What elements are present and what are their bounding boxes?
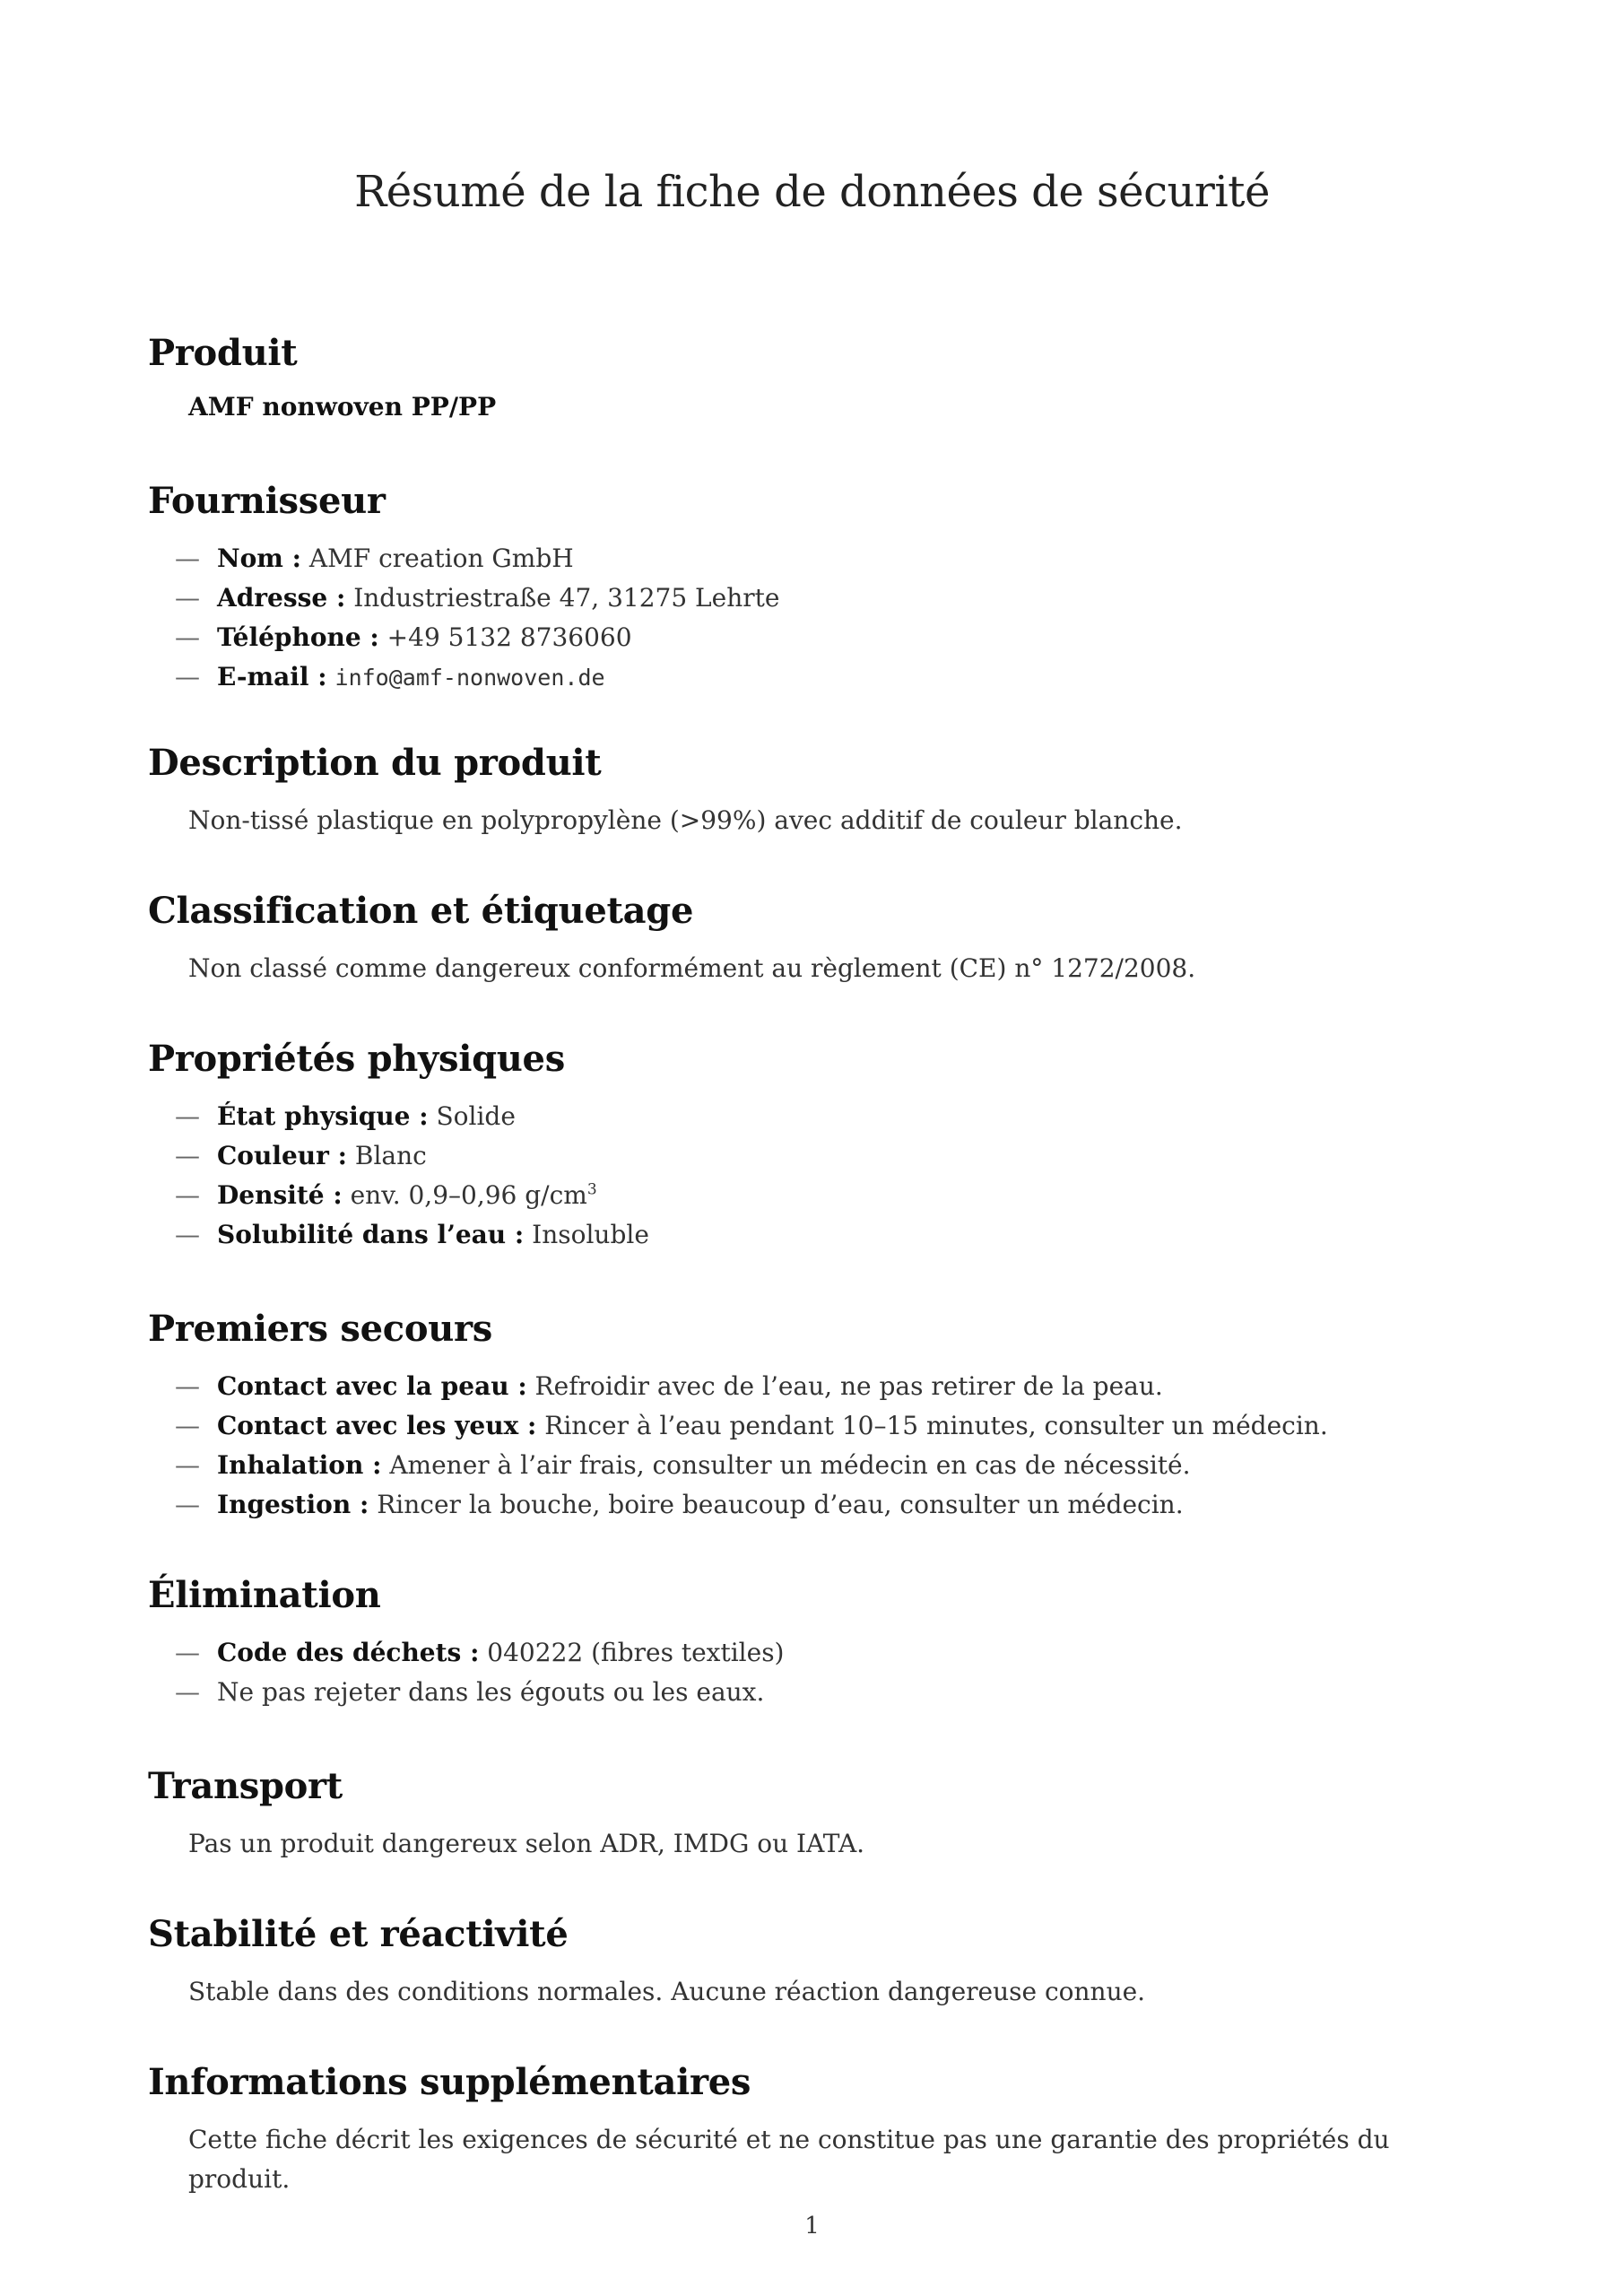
page-number: 1 [804,2213,820,2239]
list-item [175,1176,1493,1215]
item-key: Ingestion : [217,1490,369,1519]
list-item [175,1673,1493,1712]
list-item [175,1215,1493,1255]
dash-bullet: — [175,662,200,691]
list-item [175,1485,1493,1525]
classification-text: Non classé comme dangereux conformément au règlement (CE) n° 1272/2008. [188,953,1196,983]
item-value: Rincer la bouche, boire beaucoup d’eau, consulter un médecin. [369,1490,1184,1519]
list-item [175,578,1493,618]
dash-bullet: — [175,1220,200,1249]
dash-bullet: — [175,1638,200,1667]
item-value: env. 0,9–0,96 g/cm [342,1180,587,1210]
item-key: Nom : [217,544,301,573]
document-title: Résumé de la fiche de données de sécurité [354,167,1270,217]
item-key: Contact avec les yeux : [217,1411,537,1440]
item-value: Amener à l’air frais, consulter un médecin en cas de nécessité. [381,1450,1191,1480]
list-item [175,1367,1493,1406]
item-value: Ne pas rejeter dans les égouts ou les eaux. [217,1677,765,1707]
product-name: AMF nonwoven PP/PP [188,392,497,422]
dash-bullet: — [175,1371,200,1401]
item-key: Code des déchets : [217,1638,480,1667]
stability-text: Stable dans des conditions normales. Aucune réaction dangereuse connue. [188,1977,1146,2006]
dash-bullet: — [175,1677,200,1707]
additional-info-text: Cette fiche décrit les exigences de sécurité et ne constitue pas une garantie des propriétés du produit. [188,2125,1390,2194]
list-item [175,618,1493,657]
section-heading: Propriétés physiques [148,1038,565,1080]
section-fournisseur [148,476,1493,698]
dash-bullet: — [175,1141,200,1170]
section-produit [148,328,1493,427]
item-value: Rincer à l’eau pendant 10–15 minutes, consulter un médecin. [536,1411,1328,1440]
dash-bullet: — [175,583,200,613]
dash-bullet: — [175,1490,200,1519]
item-value: Refroidir avec de l’eau, ne pas retirer de la peau. [526,1371,1163,1401]
supplier-list [148,539,1493,698]
dash-bullet: — [175,1101,200,1131]
section-proprietes [148,1034,1493,1255]
list-item [175,657,1493,698]
properties-list [148,1097,1493,1255]
item-value: 040222 (fibres textiles) [479,1638,785,1667]
transport-text: Pas un produit dangereux selon ADR, IMDG ou IATA. [188,1829,865,1858]
section-description [148,738,1493,840]
list-item [175,1406,1493,1446]
section-transport [148,1761,1493,1864]
list-item [175,1097,1493,1136]
section-heading: Produit [148,332,298,374]
item-value: AMF creation GmbH [300,544,574,573]
section-classification [148,886,1493,988]
list-item [175,1446,1493,1485]
list-item [175,1633,1493,1673]
dash-bullet: — [175,1180,200,1210]
item-key: Contact avec la peau : [217,1371,527,1401]
item-value: +49 5132 8736060 [378,622,632,652]
section-secours [148,1304,1493,1525]
email-link[interactable]: info@amf-nonwoven.de [334,665,605,691]
item-key: E-mail : [217,662,327,691]
section-heading: Description du produit [148,742,602,784]
item-value: Blanc [346,1141,427,1170]
item-key: Solubilité dans l’eau : [217,1220,525,1249]
item-value: Insoluble [524,1220,649,1249]
item-key: Inhalation : [217,1450,382,1480]
section-heading: Fournisseur [148,480,386,522]
item-key: Téléphone : [217,622,379,652]
dash-bullet: — [175,1411,200,1440]
item-value: Solide [428,1101,516,1131]
item-value: Industriestraße 47, 31275 Lehrte [345,583,780,613]
section-elimination [148,1570,1493,1712]
section-heading: Classification et étiquetage [148,890,694,932]
section-heading: Stabilité et réactivité [148,1913,569,1955]
section-heading: Élimination [148,1574,381,1616]
item-key: État physique : [217,1101,429,1131]
section-heading: Transport [148,1765,343,1807]
disposal-list [148,1633,1493,1712]
item-key: Couleur : [217,1141,347,1170]
list-item [175,1136,1493,1176]
item-key: Adresse : [217,583,346,613]
section-heading: Premiers secours [148,1308,492,1350]
dash-bullet: — [175,1450,200,1480]
section-heading: Informations supplémentaires [148,2061,751,2103]
dash-bullet: — [175,622,200,652]
superscript: 3 [586,1180,597,1199]
dash-bullet: — [175,544,200,573]
list-item [175,539,1493,578]
section-stabilite [148,1909,1493,2012]
section-infos [148,2057,1493,2199]
description-text: Non-tissé plastique en polypropylène (>99%) avec additif de couleur blanche. [188,805,1183,835]
item-key: Densité : [217,1180,343,1210]
first-aid-list [148,1367,1493,1525]
